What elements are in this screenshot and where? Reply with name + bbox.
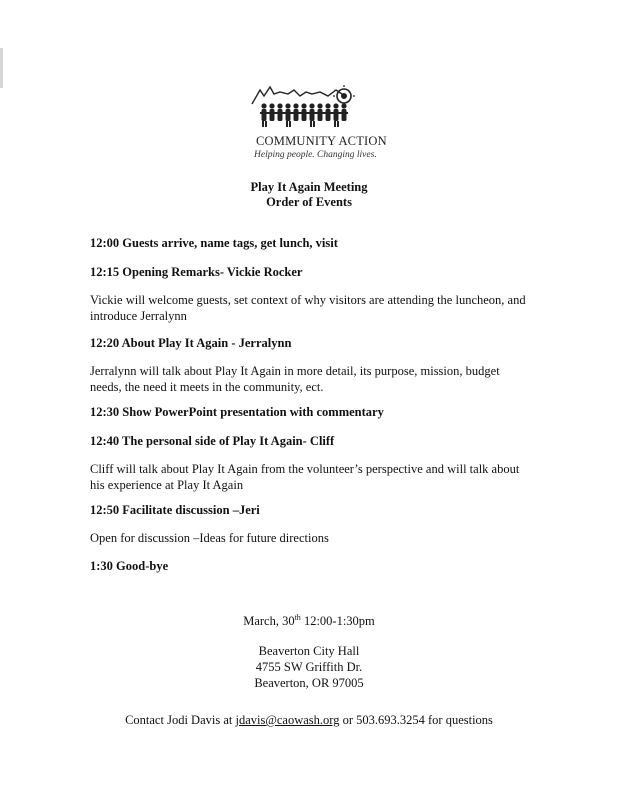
document-subtitle: Order of Events <box>266 195 352 209</box>
event-heading-1230: 12:30 Show PowerPoint presentation with commentary <box>90 405 384 419</box>
event-description-1240: Cliff will talk about Play It Again from the volunteer’s perspective and will talk about his experience at Play It Again <box>90 462 520 492</box>
contact-suffix: or 503.693.3254 for questions <box>339 713 493 727</box>
event-heading-1240: 12:40 The personal side of Play It Again- Cliff <box>90 434 335 448</box>
event-description-1215: Vickie will welcome guests, set context of why visitors are attending the luncheon, and introduce Jerralynn <box>90 293 526 323</box>
event-heading-1220: 12:20 About Play It Again - Jerralynn <box>90 336 292 350</box>
date-suffix: th <box>294 612 301 622</box>
logo-tagline: Helping people. Changing lives. <box>254 150 377 160</box>
contact-line <box>0 712 618 728</box>
contact-email-link[interactable]: jdavis@caowash.org <box>235 713 340 727</box>
venue-city: Beaverton, OR 97005 <box>254 676 364 690</box>
community-action-logo <box>250 84 387 164</box>
event-description-1250: Open for discussion –Ideas for future directions <box>90 531 329 545</box>
event-heading-1250: 12:50 Facilitate discussion –Jeri <box>90 503 260 517</box>
logo-org-name: COMMUNITY ACTION <box>256 134 387 148</box>
scan-edge-mark <box>0 48 3 88</box>
logo-graphic <box>250 84 368 134</box>
venue-name: Beaverton City Hall <box>258 644 360 658</box>
date-month: March, 30 <box>243 614 295 628</box>
venue-address: 4755 SW Griffith Dr. <box>255 660 363 674</box>
event-heading-1200: 12:00 Guests arrive, name tags, get lunch, visit <box>90 236 338 250</box>
event-heading-130: 1:30 Good-bye <box>90 559 169 573</box>
event-date <box>0 613 618 629</box>
event-description-1220: Jerralynn will talk about Play It Again in more detail, its purpose, mission, budget needs, the need it meets in the community, ect. <box>90 364 500 394</box>
event-heading-1215: 12:15 Opening Remarks- Vickie Rocker <box>90 265 303 279</box>
contact-prefix: Contact Jodi Davis at <box>125 713 236 727</box>
document-title: Play It Again Meeting <box>250 180 368 194</box>
date-time: 12:00-1:30pm <box>300 614 375 628</box>
